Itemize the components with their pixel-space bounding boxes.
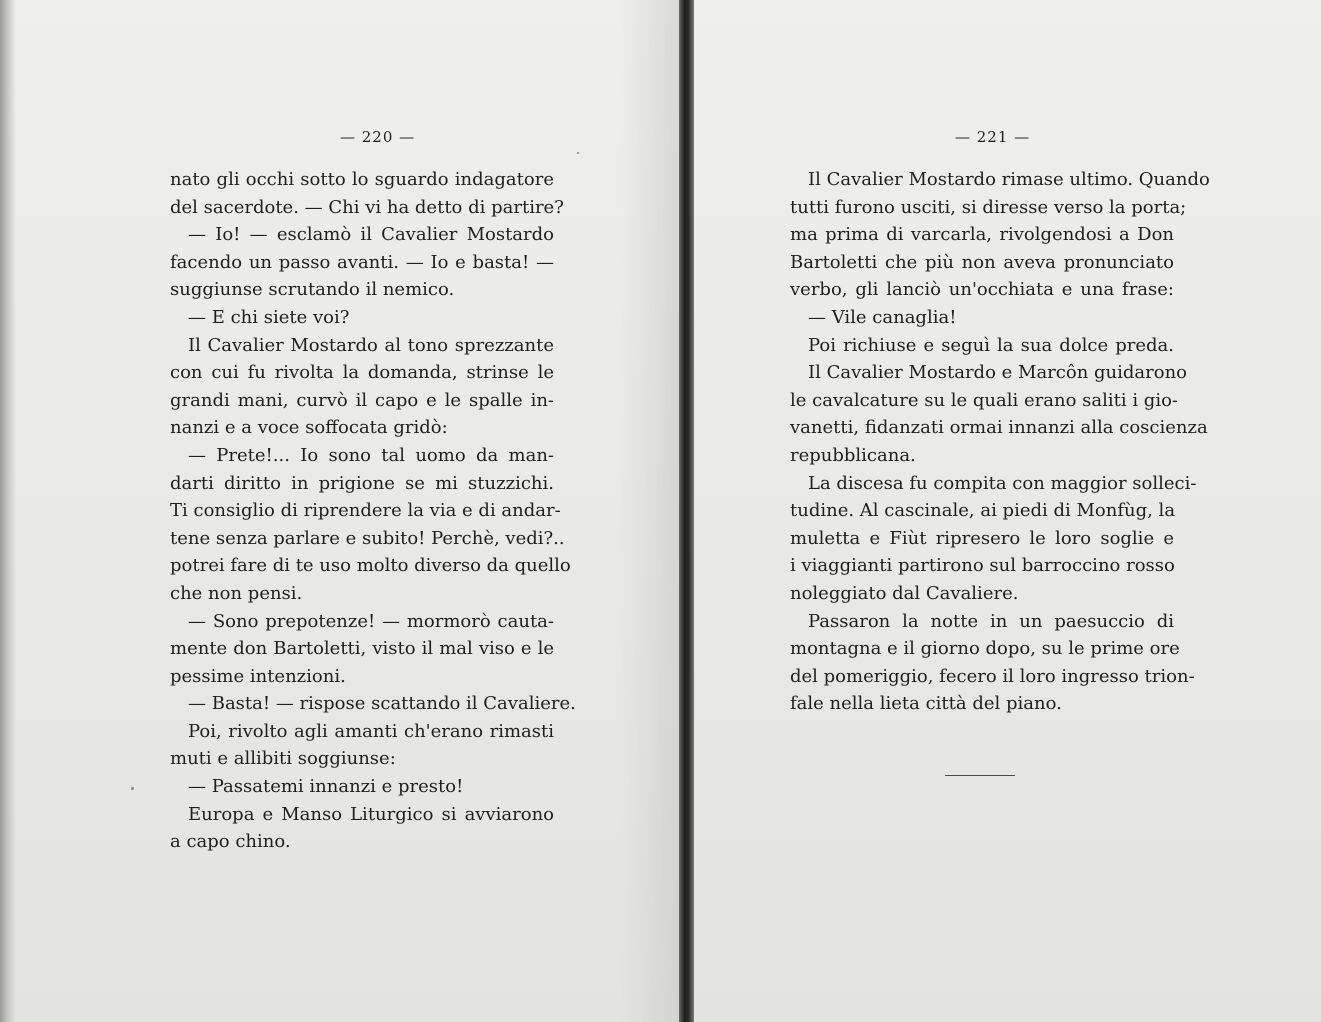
right-page <box>694 0 1321 1022</box>
text-line: mente don Bartoletti, visto il mal viso e le <box>170 638 554 660</box>
text-line: fale nella lieta città del piano. <box>790 693 1062 715</box>
text-line: vanetti, fidanzati ormai innanzi alla coscienza <box>790 417 1208 439</box>
text-line: repubblicana. <box>790 444 916 466</box>
text-line: tene senza parlare e subito! Perchè, vedi?.. <box>170 527 565 549</box>
text-line: che non pensi. <box>170 582 303 604</box>
paper-speck <box>577 152 579 154</box>
text-line: grandi mani, curvò il capo e le spalle in- <box>170 389 554 411</box>
text-line: — Prete!... Io sono tal uomo da man- <box>188 444 554 466</box>
text-line: tutti furono usciti, si diresse verso la porta; <box>790 196 1187 218</box>
text-line: noleggiato dal Cavaliere. <box>790 582 1019 604</box>
page-edge-shadow <box>0 0 16 1022</box>
text-line: — Basta! — rispose scattando il Cavaliere. <box>188 693 576 715</box>
text-line: — Sono prepotenze! — mormorò cauta- <box>188 610 554 632</box>
text-line: del pomeriggio, fecero il loro ingresso trion- <box>790 665 1195 687</box>
text-line: potrei fare di te uso molto diverso da quello <box>170 555 571 577</box>
text-line: nanzi e a voce soffocata gridò: <box>170 417 448 439</box>
page-number-left: — 220 — <box>340 128 416 146</box>
text-line: Ti consiglio di riprendere la via e di andar- <box>170 500 561 522</box>
right-page-text <box>790 166 1210 718</box>
text-line: Poi richiuse e seguì la sua dolce preda. <box>808 334 1174 356</box>
text-line: muti e allibiti soggiunse: <box>170 748 396 770</box>
text-line: darti diritto in prigione se mi stuzzichi. <box>170 472 554 494</box>
page-number-right: — 221 — <box>955 128 1031 146</box>
text-line: — Vile canaglia! <box>808 306 957 328</box>
book-gutter <box>679 0 695 1022</box>
text-line: Europa e Manso Liturgico si avviarono <box>188 803 554 825</box>
text-line: — Io! — esclamò il Cavalier Mostardo <box>188 224 554 246</box>
text-line: i viaggianti partirono sul barroccino rosso <box>790 555 1175 577</box>
text-line: Il Cavalier Mostardo e Marcôn guidarono <box>808 362 1188 384</box>
text-line: nato gli occhi sotto lo sguardo indagatore <box>170 169 554 190</box>
text-line: La discesa fu compita con maggior solleci- <box>808 472 1197 494</box>
text-line: del sacerdote. — Chi vi ha detto di partire? <box>170 196 564 218</box>
text-line: Bartoletti che più non aveva pronunciato <box>790 251 1174 273</box>
text-line: tudine. Al cascinale, ai piedi di Monfùg, la <box>790 500 1176 522</box>
text-line: ma prima di varcarla, rivolgendosi a Don <box>790 224 1174 246</box>
text-line: muletta e Fiùt ripresero le loro soglie e <box>790 527 1174 549</box>
text-line: — E chi siete voi? <box>188 306 350 328</box>
text-line: verbo, gli lanciò un'occhiata e una frase: <box>790 279 1174 301</box>
text-line: Il Cavalier Mostardo rimase ultimo. Quando <box>808 169 1210 190</box>
text-line: suggiunse scrutando il nemico. <box>170 279 455 301</box>
text-line: facendo un passo avanti. — Io e basta! — <box>170 251 554 273</box>
text-line: — Passatemi innanzi e presto! <box>188 776 464 798</box>
text-line: Il Cavalier Mostardo al tono sprezzante <box>188 334 554 356</box>
paper-speck <box>131 787 134 790</box>
text-line: a capo chino. <box>170 831 291 853</box>
text-line: pessime intenzioni. <box>170 665 346 687</box>
end-rule <box>945 775 1015 776</box>
left-page-text <box>170 166 576 856</box>
text-line: con cui fu rivolta la domanda, strinse le <box>170 362 554 384</box>
text-line: Poi, rivolto agli amanti ch'erano rimasti <box>188 720 554 742</box>
text-line: le cavalcature su le quali erano saliti i gio- <box>790 389 1178 411</box>
text-line: montagna e il giorno dopo, su le prime ore <box>790 638 1180 660</box>
text-line: Passaron la notte in un paesuccio di <box>808 610 1174 632</box>
fold-shadow <box>620 0 680 1022</box>
